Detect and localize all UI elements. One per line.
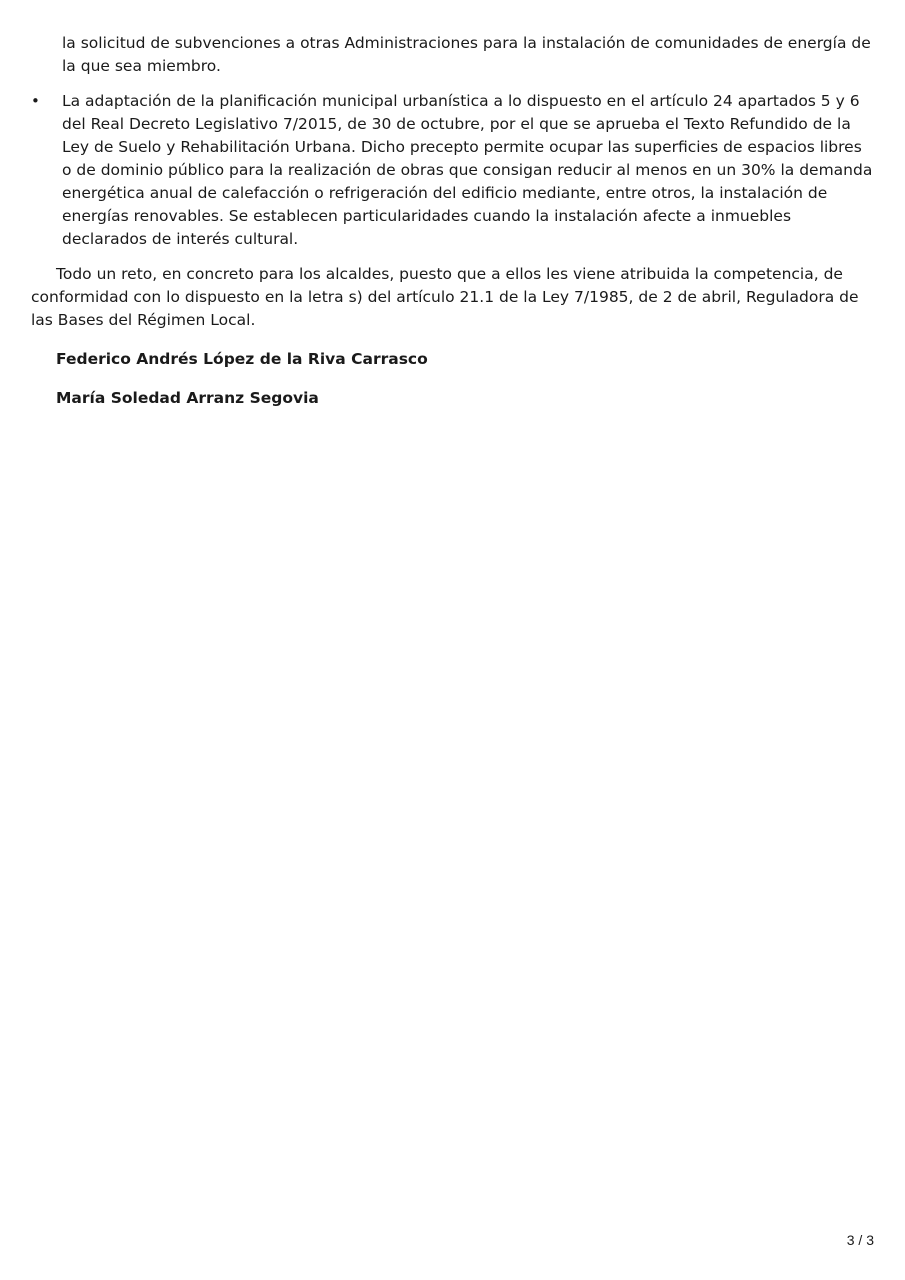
list-item-text: la solicitud de subvenciones a otras Administraciones para la instalación de comunidades de energía de la que sea miembro.	[62, 34, 871, 75]
closing-paragraph: Todo un reto, en concreto para los alcaldes, puesto que a ellos les viene atribuida la competencia, de conformidad con lo dispuesto en la letra s) del artículo 21.1 de la Ley 7/1985, de 2 de abril, Reguladora de las Bases del Régimen Local.	[31, 265, 859, 329]
author-name: Federico Andrés López de la Riva Carrasco	[56, 350, 428, 368]
list-item-urban-planning	[31, 90, 873, 251]
page-number: 3 / 3	[846, 1232, 874, 1248]
list-item-text: La adaptación de la planificación municipal urbanística a lo dispuesto en el artículo 24 apartados 5 y 6 del Real Decreto Legislativo 7/2015, de 30 de octubre, por el que se aprueba el Texto Refundido de la Ley de Suelo y Rehabilitación Urbana. Dicho precepto permite ocupar las superficies de espacios libres o de dominio público para la realización de obras que consigan reducir al menos en un 30% la demanda energética anual de calefacción o refrigeración del edificio mediante, entre otros, la instalación de energías renovables. Se establecen particularidades cuando la instalación afecte a inmuebles declarados de interés cultural.	[62, 92, 873, 248]
list-item-continuation	[31, 32, 873, 78]
bullet-marker: •	[31, 92, 40, 110]
author-name: María Soledad Arranz Segovia	[56, 389, 319, 407]
document-page	[31, 32, 873, 426]
